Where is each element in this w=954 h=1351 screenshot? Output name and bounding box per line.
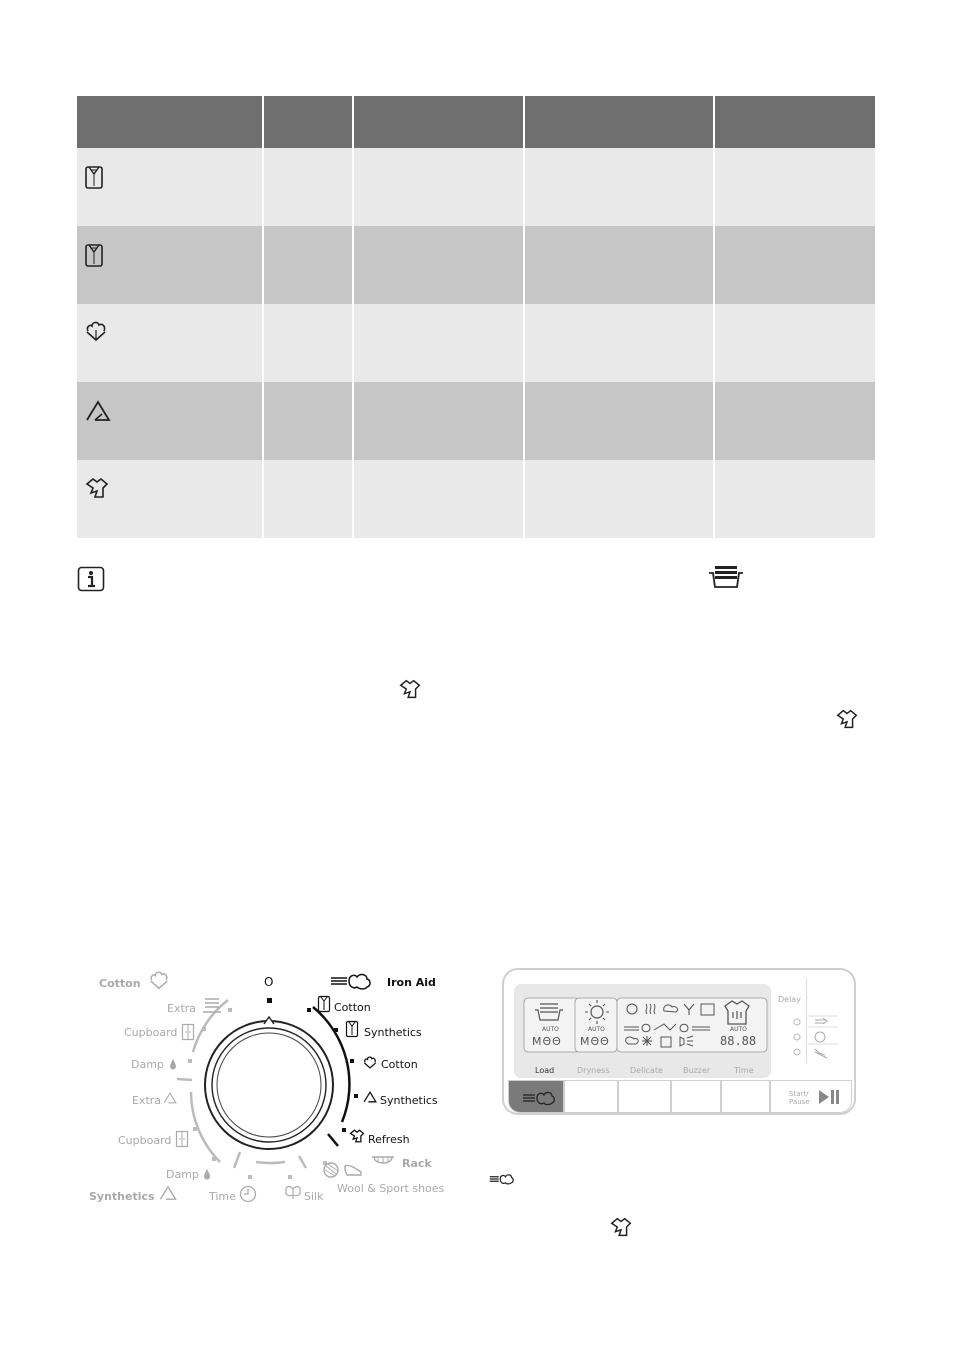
panel-button-row: [508, 1080, 852, 1113]
start-pause-label: Start/ Pause: [789, 1090, 810, 1106]
refresh-label: Refresh: [368, 1133, 410, 1146]
cotton-flower-icon: [83, 320, 109, 344]
synthetics-group-label: Synthetics: [89, 1190, 155, 1203]
clock-icon: [239, 1185, 257, 1203]
off-position-label: O: [264, 975, 274, 989]
time-label: Time: [734, 1066, 754, 1075]
table-header-cell: [264, 96, 354, 148]
load-label: Load: [535, 1066, 555, 1075]
cotton-flower-icon: [362, 1055, 378, 1071]
panel-right-section: [778, 978, 853, 1063]
control-panel-diagram: [502, 968, 856, 1115]
rack-icon: [369, 1152, 397, 1168]
dryness-label: Dryness: [577, 1066, 610, 1075]
lcd-display: [514, 984, 771, 1078]
synthetics-label: Synthetics: [380, 1094, 438, 1107]
dryness-button[interactable]: [564, 1080, 618, 1113]
dial-graphic: [80, 962, 460, 1212]
option-indicators: [793, 1008, 853, 1064]
table-header-cell: [525, 96, 715, 148]
extra-dry-synthetics-label: Extra: [132, 1094, 162, 1107]
iron-aid-icon: [329, 972, 385, 990]
cotton-flower-icon: [147, 970, 171, 992]
synthetics-triangle-icon: [157, 1184, 179, 1202]
synthetics-triangle-icon: [161, 1091, 179, 1105]
synthetics-triangle-icon: [83, 398, 113, 424]
lcd-auto-label: AUTO: [730, 1026, 747, 1033]
time-programme-label: Time: [209, 1190, 236, 1203]
cotton-cupboard-label: Cotton: [334, 1001, 371, 1014]
damp-dry-synthetics-label: Damp: [166, 1168, 199, 1181]
programme-dial-diagram: [80, 962, 460, 1212]
start-pause-button[interactable]: [770, 1080, 852, 1113]
iron-aid-icon: [521, 1090, 555, 1106]
wool-shoe-icon: [321, 1160, 367, 1178]
table-header: [77, 96, 875, 148]
time-button[interactable]: [721, 1080, 770, 1113]
table-header-cell: [77, 96, 264, 148]
buzzer-label: Buzzer: [683, 1066, 711, 1075]
delicate-label: Delicate: [630, 1066, 663, 1075]
table-row: [77, 304, 875, 382]
water-drop-icon: [169, 1058, 177, 1070]
lcd-digits: 88.88: [720, 1034, 757, 1048]
lcd-auto-label: AUTO: [588, 1026, 605, 1033]
delicate-button[interactable]: [618, 1080, 671, 1113]
refresh-shirt-icon: [83, 476, 111, 500]
synthetics-triangle-icon: [362, 1090, 378, 1104]
lcd-max-segment: MΘΘ: [532, 1035, 562, 1048]
cupboard-dry-label: Cupboard: [124, 1026, 178, 1039]
rack-label: Rack: [402, 1157, 432, 1170]
shirt-cupboard-icon: [83, 242, 105, 268]
refresh-shirt-icon: [397, 677, 423, 701]
shirt-cupboard-icon: [345, 1020, 359, 1038]
shirt-cupboard-icon: [83, 164, 105, 190]
table-row: [77, 226, 875, 304]
damp-dry-label: Damp: [131, 1058, 164, 1071]
table-header-cell: [354, 96, 525, 148]
cotton-group-label: Cotton: [99, 977, 141, 990]
wool-sport-shoes-label: Wool & Sport shoes: [337, 1182, 445, 1195]
load-basket-icon: [706, 563, 746, 591]
cupboard-dry-synthetics-label: Cupboard: [118, 1134, 172, 1147]
silk-butterfly-icon: [284, 1185, 302, 1201]
programme-table: [77, 96, 875, 538]
extra-dry-label: Extra: [167, 1002, 197, 1015]
refresh-shirt-icon: [608, 1215, 634, 1239]
shirt-cupboard-icon: [317, 995, 331, 1013]
iron-aid-icon: [488, 1173, 514, 1185]
extra-dry-icon: [201, 996, 223, 1014]
cupboard-icon: [181, 1023, 195, 1041]
table-row: [77, 148, 875, 226]
load-button[interactable]: [508, 1080, 564, 1113]
table-row: [77, 382, 875, 460]
buzzer-button[interactable]: [671, 1080, 721, 1113]
refresh-shirt-icon: [348, 1128, 366, 1144]
cotton-label: Cotton: [381, 1058, 418, 1071]
table-row: [77, 460, 875, 538]
water-drop-icon: [203, 1168, 211, 1180]
refresh-shirt-icon: [834, 707, 860, 731]
lcd-max-segment: MΘΘ: [580, 1035, 610, 1048]
info-icon: [77, 566, 105, 592]
synthetics-cupboard-label: Synthetics: [364, 1026, 422, 1039]
silk-label: Silk: [304, 1190, 324, 1203]
play-pause-icon: [817, 1089, 841, 1105]
iron-aid-label: Iron Aid: [387, 976, 436, 989]
delay-label: Delay: [778, 995, 801, 1004]
cupboard-icon: [175, 1130, 189, 1148]
lcd-auto-label: AUTO: [542, 1026, 559, 1033]
table-header-cell: [715, 96, 875, 148]
